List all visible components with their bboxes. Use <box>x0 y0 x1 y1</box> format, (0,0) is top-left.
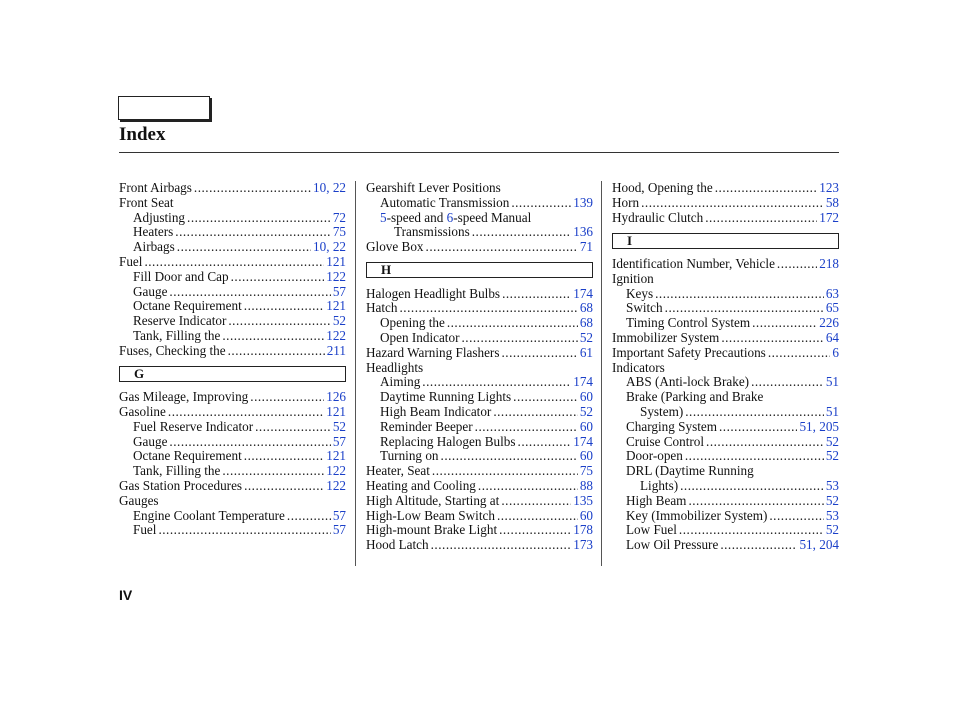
index-entry-label: Ignition <box>612 270 654 286</box>
index-entry-label: Fuel <box>119 253 143 269</box>
index-entry-label-part: -speed and <box>386 209 447 225</box>
page-reference-link[interactable]: 57 <box>332 433 346 449</box>
page-reference-link[interactable]: 60 <box>579 448 593 464</box>
index-column-2 <box>366 181 593 553</box>
dot-leader <box>168 405 324 420</box>
index-entry <box>119 196 346 211</box>
index-entry-label: Fill Door and Cap <box>133 268 229 284</box>
index-entry <box>612 390 839 405</box>
dot-leader <box>447 316 578 331</box>
page-reference-link[interactable]: 172 <box>819 209 839 225</box>
page-reference-link[interactable]: 135 <box>573 492 593 508</box>
index-entry-label: Key (Immobilizer System) <box>626 507 768 523</box>
page-reference-link[interactable]: 136 <box>573 224 593 240</box>
dot-leader <box>194 181 311 196</box>
dot-leader <box>502 287 571 302</box>
column-divider <box>355 181 356 566</box>
index-entry-label: High-mount Brake Light <box>366 522 498 538</box>
dot-leader <box>715 181 817 196</box>
index-entry <box>612 346 839 361</box>
page-reference-link[interactable]: 58 <box>825 194 839 210</box>
index-entry-label: Door-open <box>626 448 683 464</box>
page-reference-link[interactable]: 174 <box>573 433 593 449</box>
index-entry <box>119 390 346 405</box>
index-entry <box>119 225 346 240</box>
dot-leader <box>169 285 330 300</box>
dot-leader <box>255 420 331 435</box>
index-entry-label: Reserve Indicator <box>133 313 227 329</box>
index-entry <box>366 538 593 553</box>
dot-leader <box>706 435 824 450</box>
index-column-3 <box>612 181 839 553</box>
dot-leader <box>432 464 578 479</box>
dot-leader <box>655 287 824 302</box>
index-entry <box>119 494 346 509</box>
dot-leader <box>680 479 824 494</box>
index-entry-label: Gas Mileage, Improving <box>119 389 249 405</box>
index-entry-label <box>380 211 531 226</box>
page-reference-link[interactable]: 226 <box>819 315 839 331</box>
index-entry <box>366 331 593 346</box>
index-entry <box>119 344 346 359</box>
page-reference-link[interactable]: 52 <box>332 313 346 329</box>
index-entry-label: Tank, Filling the <box>133 463 221 479</box>
index-entry-label: Brake (Parking and Brake <box>626 389 764 405</box>
index-entry <box>366 211 593 226</box>
page-reference-link[interactable]: 61 <box>579 344 593 360</box>
index-entry <box>612 479 839 494</box>
dot-leader <box>705 211 817 226</box>
page-reference-link[interactable]: 63 <box>825 285 839 301</box>
dot-leader <box>685 405 824 420</box>
page-reference-link[interactable]: 211 <box>326 342 346 358</box>
index-entry-label: Hazard Warning Flashers <box>366 344 500 360</box>
dot-leader <box>499 523 571 538</box>
index-entry <box>612 464 839 479</box>
index-entry <box>366 405 593 420</box>
index-entry-label: Low Fuel <box>626 522 677 538</box>
index-entry <box>366 346 593 361</box>
index-entry-label: Transmissions <box>394 224 470 240</box>
index-entry-label: Replacing Halogen Bulbs <box>380 433 516 449</box>
index-entry <box>366 449 593 464</box>
dot-leader <box>472 225 571 240</box>
index-entry-label: Reminder Beeper <box>380 418 473 434</box>
page-reference-link[interactable]: 57 <box>332 522 346 538</box>
index-entry <box>612 435 839 450</box>
index-entry-label: Immobilizer System <box>612 329 720 345</box>
index-entry-label: Timing Control System <box>626 315 751 331</box>
page-reference-link[interactable]: 121 <box>326 253 346 269</box>
index-entry <box>119 449 346 464</box>
index-entry <box>119 435 346 450</box>
dot-leader <box>158 523 330 538</box>
page-title: Index <box>119 124 166 145</box>
index-entry <box>119 314 346 329</box>
dot-leader <box>244 479 324 494</box>
index-entry-label: Gas Station Procedures <box>119 477 243 493</box>
index-entry <box>119 270 346 285</box>
page-reference-link[interactable]: 51 <box>825 374 839 390</box>
section-letter-h: H <box>366 262 593 278</box>
index-entry <box>366 316 593 331</box>
index-entry-label: Hatch <box>366 300 398 316</box>
index-entry <box>612 449 839 464</box>
dot-leader <box>287 509 331 524</box>
dot-leader <box>720 538 797 553</box>
page-reference-link[interactable]: 174 <box>573 285 593 301</box>
page-reference-link[interactable]: 122 <box>326 463 346 479</box>
index-entry <box>366 361 593 376</box>
index-entry-label: Airbags <box>133 239 175 255</box>
page-reference-link[interactable]: 53 <box>825 507 839 523</box>
page-reference-link[interactable]: 52 <box>825 433 839 449</box>
index-entry <box>366 479 593 494</box>
page-reference-link[interactable]: 121 <box>326 448 346 464</box>
dot-leader <box>641 196 824 211</box>
index-entry <box>366 287 593 302</box>
index-entry-label: Front Airbags <box>119 180 192 195</box>
index-entry-label: High Beam Indicator <box>380 403 492 419</box>
page-reference-link[interactable]: 72 <box>332 209 346 225</box>
index-entry <box>366 196 593 211</box>
index-entry <box>119 420 346 435</box>
dot-leader <box>426 240 578 255</box>
index-entry-link[interactable]: 6 <box>446 209 454 225</box>
dot-leader <box>175 225 331 240</box>
index-entry-label: Opening the <box>380 315 445 331</box>
page-reference-link[interactable]: 218 <box>819 255 839 271</box>
dot-leader <box>497 509 578 524</box>
dot-leader <box>501 494 571 509</box>
dot-leader <box>144 255 324 270</box>
dot-leader <box>679 523 824 538</box>
index-entry-label: Keys <box>626 285 654 301</box>
index-entry-label: High-Low Beam Switch <box>366 507 495 523</box>
dot-leader <box>244 299 324 314</box>
index-entry <box>366 301 593 316</box>
index-entry <box>612 196 839 211</box>
page-reference-link[interactable]: 71 <box>579 239 593 255</box>
index-entry <box>612 538 839 553</box>
index-entry-label: Tank, Filling the <box>133 327 221 343</box>
index-entry-label: Turning on <box>380 448 439 464</box>
page-reference-link[interactable]: 10, 22 <box>313 239 346 255</box>
page-reference-link[interactable]: 139 <box>573 194 593 210</box>
dot-leader <box>422 375 571 390</box>
index-entry <box>366 523 593 538</box>
index-entry-label: Switch <box>626 300 663 316</box>
page-reference-link[interactable]: 75 <box>579 463 593 479</box>
page-reference-link[interactable]: 52 <box>332 418 346 434</box>
section-tab-box <box>118 96 210 120</box>
index-entry-label: Charging System <box>626 418 717 434</box>
page-reference-link[interactable]: 51 <box>825 403 839 419</box>
index-entry <box>366 225 593 240</box>
page-reference-link[interactable]: 178 <box>573 522 593 538</box>
dot-leader <box>228 314 330 329</box>
index-entry-label: Important Safety Precautions <box>612 344 766 360</box>
dot-leader <box>719 420 797 435</box>
page-reference-link[interactable]: 75 <box>332 224 346 240</box>
index-entry <box>612 523 839 538</box>
dot-leader <box>752 316 817 331</box>
index-entry <box>612 272 839 287</box>
dot-leader <box>751 375 824 390</box>
page-reference-link[interactable]: 64 <box>825 329 839 345</box>
page-reference-link[interactable]: 122 <box>326 477 346 493</box>
index-entry-label: Automatic Transmission <box>380 194 510 210</box>
dot-leader <box>177 240 311 255</box>
index-column-1 <box>119 181 346 538</box>
index-entry <box>612 257 839 272</box>
index-entry-label: DRL (Daytime Running <box>626 463 754 479</box>
column-divider <box>601 181 602 566</box>
dot-leader <box>169 435 330 450</box>
index-entry-label: Heaters <box>133 224 174 240</box>
dot-leader <box>769 509 823 524</box>
page-reference-link[interactable]: 51, 205 <box>799 418 839 434</box>
index-entry <box>366 494 593 509</box>
index-entry-label: Gasoline <box>119 403 166 419</box>
index-entry <box>612 361 839 376</box>
index-entry-label: Octane Requirement <box>133 448 242 464</box>
index-entry <box>119 285 346 300</box>
page-reference-link[interactable]: 121 <box>326 298 346 314</box>
index-entry-label: Headlights <box>366 359 424 375</box>
page-reference-link[interactable]: 123 <box>819 180 839 195</box>
page-reference-link[interactable]: 173 <box>573 537 593 553</box>
section-letter-i: I <box>612 233 839 249</box>
page-reference-link[interactable]: 121 <box>326 403 346 419</box>
index-entry <box>119 240 346 255</box>
page-reference-link[interactable]: 52 <box>825 448 839 464</box>
index-entry <box>612 301 839 316</box>
page-reference-link[interactable]: 10, 22 <box>313 180 346 195</box>
index-entry-label: Hood Latch <box>366 537 429 553</box>
dot-leader <box>222 329 324 344</box>
index-entry-label: Heating and Cooling <box>366 477 476 493</box>
index-entry-label: ABS (Anti-lock Brake) <box>626 374 750 390</box>
index-entry <box>612 420 839 435</box>
page-reference-link[interactable]: 174 <box>573 374 593 390</box>
index-entry-label: Fuel Reserve Indicator <box>133 418 254 434</box>
index-entry-label: Glove Box <box>366 239 424 255</box>
index-entry-label: Gearshift Lever Positions <box>366 180 501 195</box>
index-entry-label: Cruise Control <box>626 433 705 449</box>
index-entry <box>119 523 346 538</box>
index-entry-label: Hood, Opening the <box>612 180 713 195</box>
index-entry <box>612 211 839 226</box>
index-entry-label: Lights) <box>640 477 679 493</box>
page-reference-link[interactable]: 52 <box>825 522 839 538</box>
dot-leader <box>478 479 578 494</box>
page-reference-link[interactable]: 57 <box>332 283 346 299</box>
dot-leader <box>688 494 823 509</box>
index-entry <box>612 405 839 420</box>
index-entry <box>612 316 839 331</box>
index-entry <box>119 509 346 524</box>
page-number: IV <box>119 587 133 603</box>
index-entry <box>612 494 839 509</box>
dot-leader <box>400 301 578 316</box>
page-reference-link[interactable]: 51, 204 <box>799 537 839 553</box>
dot-leader <box>441 449 578 464</box>
index-entry <box>119 329 346 344</box>
dot-leader <box>187 211 331 226</box>
page-reference-link[interactable]: 52 <box>579 403 593 419</box>
index-entry <box>612 509 839 524</box>
index-entry <box>366 420 593 435</box>
page-reference-link[interactable]: 122 <box>326 268 346 284</box>
page-reference-link[interactable]: 68 <box>579 315 593 331</box>
index-entry-label: Low Oil Pressure <box>626 537 719 553</box>
dot-leader <box>518 435 572 450</box>
title-rule <box>119 152 839 153</box>
index-entry-label: Halogen Headlight Bulbs <box>366 285 501 301</box>
index-entry <box>119 464 346 479</box>
index-entry <box>366 181 593 196</box>
index-entry <box>119 479 346 494</box>
dot-leader <box>768 346 831 361</box>
index-entry <box>366 509 593 524</box>
dot-leader <box>513 390 578 405</box>
index-entry <box>119 211 346 226</box>
index-entry <box>119 181 346 196</box>
dot-leader <box>244 449 324 464</box>
page-reference-link[interactable]: 65 <box>825 300 839 316</box>
dot-leader <box>228 344 325 359</box>
index-entry <box>366 390 593 405</box>
index-entry-label: Gauges <box>119 492 159 508</box>
index-entry-label: Indicators <box>612 359 665 375</box>
index-entry-label: Fuses, Checking the <box>119 342 226 358</box>
page-reference-link[interactable]: 57 <box>332 507 346 523</box>
index-entry-label: Adjusting <box>133 209 186 225</box>
index-entry-label: Front Seat <box>119 194 174 210</box>
index-entry <box>612 181 839 196</box>
dot-leader <box>501 346 577 361</box>
index-entry-link[interactable]: 5 <box>380 209 387 225</box>
index-entry <box>366 464 593 479</box>
index-entry <box>612 287 839 302</box>
dot-leader <box>721 331 823 346</box>
index-entry <box>366 375 593 390</box>
index-entry <box>366 240 593 255</box>
index-entry-label: High Beam <box>626 492 687 508</box>
index-entry-label: Open Indicator <box>380 329 460 345</box>
dot-leader <box>231 270 325 285</box>
dot-leader <box>461 331 577 346</box>
page-reference-link[interactable]: 88 <box>579 477 593 493</box>
dot-leader <box>493 405 577 420</box>
index-entry <box>119 405 346 420</box>
dot-leader <box>685 449 824 464</box>
index-entry <box>119 299 346 314</box>
index-entry <box>119 255 346 270</box>
index-entry-label: Engine Coolant Temperature <box>133 507 285 523</box>
page-reference-link[interactable]: 68 <box>579 300 593 316</box>
dot-leader <box>511 196 571 211</box>
page-reference-link[interactable]: 126 <box>326 389 346 405</box>
index-entry-label: Hydraulic Clutch <box>612 209 704 225</box>
index-entry-label: Octane Requirement <box>133 298 242 314</box>
dot-leader <box>777 257 817 272</box>
index-entry-label: Gauge <box>133 433 168 449</box>
dot-leader <box>222 464 324 479</box>
index-entry <box>612 375 839 390</box>
index-entry-label: Aiming <box>380 374 421 390</box>
index-entry-label-part: -speed Manual <box>453 209 532 225</box>
index-entry-label: Fuel <box>133 522 157 538</box>
page-reference-link[interactable]: 53 <box>825 477 839 493</box>
index-entry-label: Identification Number, Vehicle <box>612 255 775 271</box>
index-entry-label: Daytime Running Lights <box>380 389 512 405</box>
index-entry <box>366 435 593 450</box>
page-reference-link[interactable]: 60 <box>579 418 593 434</box>
index-entry-label: System) <box>640 403 684 419</box>
section-letter-g: G <box>119 366 346 382</box>
dot-leader <box>475 420 578 435</box>
page-reference-link[interactable]: 52 <box>825 492 839 508</box>
index-entry <box>612 331 839 346</box>
page-reference-link[interactable]: 52 <box>579 329 593 345</box>
index-entry-label: Horn <box>612 194 640 210</box>
dot-leader <box>250 390 324 405</box>
page-reference-link[interactable]: 60 <box>579 507 593 523</box>
dot-leader <box>665 301 824 316</box>
index-entry-label: Heater, Seat <box>366 463 430 479</box>
index-entry-label: High Altitude, Starting at <box>366 492 500 508</box>
page-reference-link[interactable]: 60 <box>579 389 593 405</box>
dot-leader <box>431 538 572 553</box>
page-reference-link[interactable]: 122 <box>326 327 346 343</box>
index-entry-label: Gauge <box>133 283 168 299</box>
page-reference-link[interactable]: 6 <box>832 344 839 360</box>
